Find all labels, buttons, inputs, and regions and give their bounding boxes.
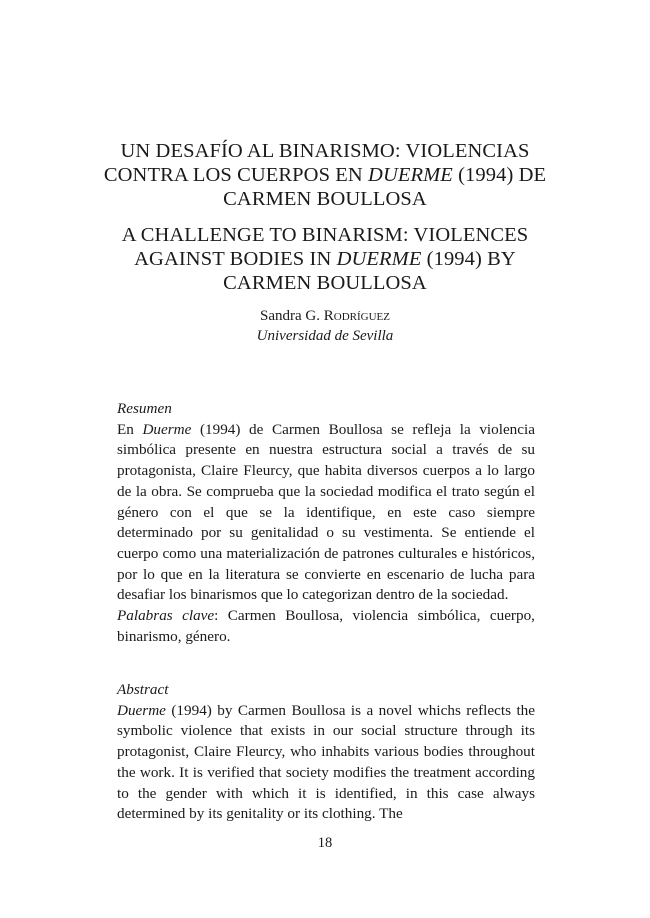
spanish-title (95, 139, 555, 211)
author-given-name: Sandra G. (260, 308, 324, 324)
spanish-title-line-2-end: (1994) DE (452, 164, 547, 186)
abstract-section (117, 680, 535, 825)
spanish-title-work-name: DUERME (368, 164, 453, 186)
author-affiliation: Universidad de Sevilla (256, 328, 394, 344)
keywords-label: Palabras clave (117, 607, 215, 625)
abstract-paragraph (117, 701, 535, 825)
spanish-title-line-3: CARMEN BOULLOSA (223, 188, 427, 210)
resumen-work-name: Duerme (142, 420, 192, 438)
abstract-work-name: Duerme (117, 701, 166, 719)
author-surname: Rodríguez (323, 308, 390, 324)
english-title-line-3: CARMEN BOULLOSA (223, 272, 427, 294)
english-title-work-name: DUERME (336, 248, 422, 270)
page-number: 18 (317, 835, 333, 851)
resumen-heading: Resumen (117, 400, 172, 417)
resumen-paragraph (117, 420, 535, 606)
english-title (95, 223, 555, 295)
spanish-title-line-2 (95, 163, 555, 187)
resumen-section (117, 399, 535, 647)
english-title-line-2-start: AGAINST BODIES IN (134, 248, 337, 270)
keywords-text: Carmen Boullosa, violencia simbólica, cuerpo, binarismo, género. (117, 607, 535, 645)
keywords-separator: : (214, 607, 228, 625)
resumen-text-body: (1994) de Carmen Boullosa se refleja la violencia simbólica presente en nuestra estructura social a través de su protagonista, Claire Fleurcy, que habita diversos cuerpos a lo largo de la obra. Se comprueba que la sociedad modifica el trato según el género con el que se la identifique, en este caso siempre determinado por su genitalidad o su vestimenta. Se entiende el cuerpo como una materialización de patrones culturales e históricos, por lo que en la literatura se convierte en escenario de lucha para desafiar los binarismos que lo categorizan dentro de la sociedad. (117, 420, 535, 604)
resumen-text-prefix: En (117, 420, 143, 438)
author-name (95, 306, 555, 326)
spanish-title-line-1: UN DESAFÍO AL BINARISMO: VIOLENCIAS (120, 140, 530, 162)
english-title-line-2-end: (1994) BY (421, 248, 516, 270)
english-title-line-1: A CHALLENGE TO BINARISM: VIOLENCES (121, 224, 529, 246)
abstract-heading: Abstract (117, 681, 169, 698)
spanish-title-line-2-start: CONTRA LOS CUERPOS EN (103, 164, 369, 186)
abstract-text-body: (1994) by Carmen Boullosa is a novel whichs reflects the symbolic violence that exists in our social structure through its protagonist, Claire Fleurcy, who inhabits various bodies throughout the work. It is verified that society modifies the treatment according to the gender with which it is identified, in this case always determined by its genitality or its clothing. The (117, 701, 535, 823)
author-info (95, 306, 555, 346)
english-title-line-2 (95, 247, 555, 271)
keywords-line (117, 606, 535, 647)
